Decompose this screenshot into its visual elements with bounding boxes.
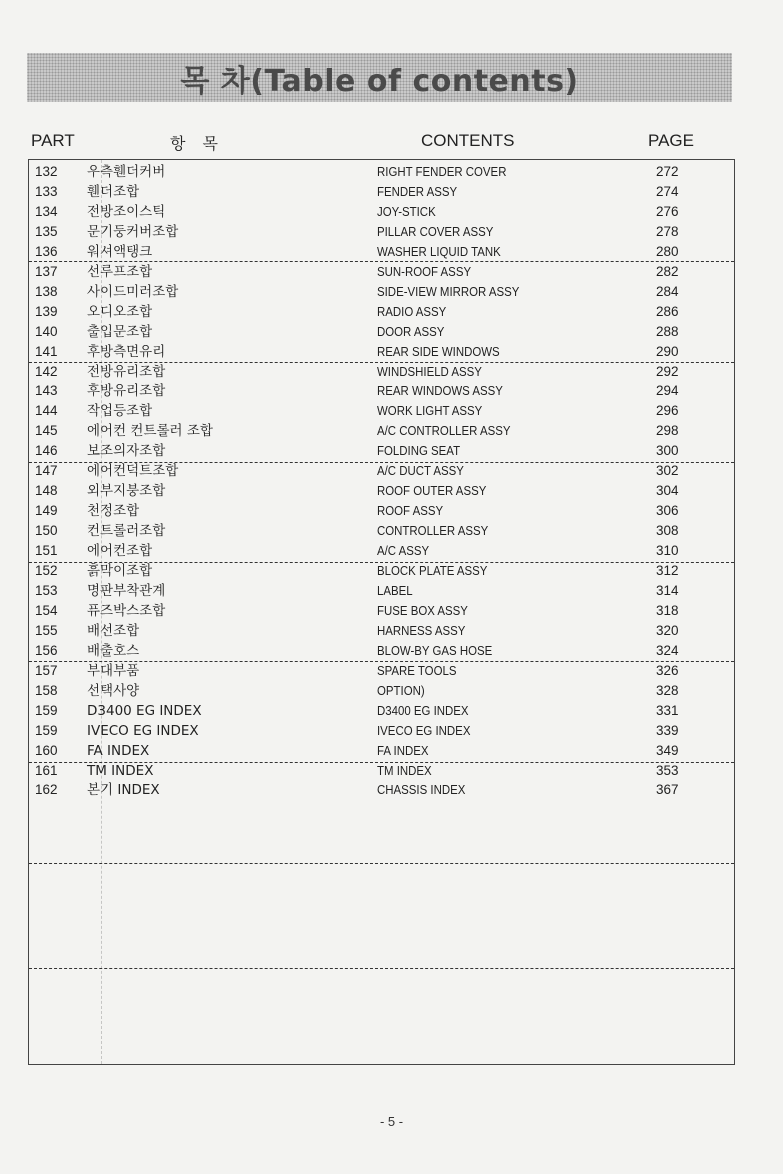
part-number: 144 — [35, 403, 58, 419]
korean-name: 사이드미러조합 — [87, 283, 179, 300]
contents-name: A/C CONTROLLER ASSY — [377, 423, 511, 439]
table-row — [29, 401, 734, 421]
korean-name: 에어컨 컨트롤러 조합 — [87, 423, 213, 440]
header-korean: 항 목 — [170, 134, 224, 153]
part-number: 134 — [35, 203, 58, 219]
part-number: 159 — [35, 722, 58, 738]
table-row — [29, 162, 734, 182]
part-number: 138 — [35, 283, 58, 299]
table-row — [29, 222, 734, 242]
part-number: 137 — [35, 263, 58, 279]
table-row — [29, 322, 734, 342]
contents-name: D3400 EG INDEX — [377, 702, 469, 718]
part-number: 158 — [35, 682, 58, 698]
table-row — [29, 761, 734, 781]
korean-name: 천정조합 — [87, 503, 140, 520]
title-banner — [27, 53, 732, 102]
korean-name: 전방조이스틱 — [87, 203, 166, 220]
table-row — [29, 661, 734, 681]
part-number: 156 — [35, 642, 58, 658]
contents-name: OPTION) — [377, 682, 425, 698]
korean-name: 배선조합 — [87, 622, 140, 639]
page-number-cell: 306 — [656, 503, 679, 519]
section-divider — [29, 968, 734, 969]
korean-name: 출입문조합 — [87, 323, 153, 340]
table-row — [29, 521, 734, 541]
korean-name: 명판부착관계 — [87, 582, 166, 599]
contents-name: FA INDEX — [377, 742, 429, 758]
part-number: 160 — [35, 742, 58, 758]
table-row — [29, 741, 734, 761]
contents-name: RADIO ASSY — [377, 303, 447, 319]
part-number: 151 — [35, 543, 58, 559]
section-divider — [29, 362, 734, 363]
page-number-cell: 294 — [656, 383, 679, 399]
table-row — [29, 342, 734, 362]
page-number-cell: 367 — [656, 782, 679, 798]
contents-name: SPARE TOOLS — [377, 662, 457, 678]
page-number-cell: 314 — [656, 582, 679, 598]
korean-name: 부대부품 — [87, 662, 140, 679]
section-divider — [29, 762, 734, 763]
contents-name: TM INDEX — [377, 762, 432, 778]
korean-name: TM INDEX — [87, 762, 154, 779]
part-number: 132 — [35, 164, 58, 179]
part-number: 143 — [35, 383, 58, 399]
part-number: 150 — [35, 523, 58, 539]
korean-name: 외부지붕조합 — [87, 483, 166, 500]
table-row — [29, 381, 734, 401]
contents-name: WORK LIGHT ASSY — [377, 403, 483, 419]
contents-name: CHASSIS INDEX — [377, 782, 466, 798]
table-row — [29, 721, 734, 741]
contents-table — [28, 159, 735, 1065]
korean-name: 작업등조합 — [87, 403, 153, 420]
table-row — [29, 541, 734, 561]
page-number-cell: 308 — [656, 523, 679, 539]
korean-name: 문기둥커버조합 — [87, 223, 179, 240]
table-row — [29, 780, 734, 800]
page-number-cell: 284 — [656, 283, 679, 299]
table-row — [29, 601, 734, 621]
page-number-cell: 298 — [656, 423, 679, 439]
table-row — [29, 501, 734, 521]
korean-name: 후방측면유리 — [87, 343, 166, 360]
part-number: 135 — [35, 223, 58, 239]
korean-name: 컨트롤러조합 — [87, 523, 166, 540]
part-number: 148 — [35, 483, 58, 499]
part-number: 140 — [35, 323, 58, 339]
section-divider — [29, 261, 734, 262]
part-number: 155 — [35, 622, 58, 638]
part-number: 139 — [35, 303, 58, 319]
contents-name: JOY-STICK — [377, 203, 436, 219]
page-number-cell: 320 — [656, 622, 679, 638]
page-number-cell: 328 — [656, 682, 679, 698]
part-number: 141 — [35, 343, 58, 359]
table-row — [29, 481, 734, 501]
part-number: 149 — [35, 503, 58, 519]
section-divider — [29, 661, 734, 662]
section-divider — [29, 462, 734, 463]
page-number-cell: 276 — [656, 203, 679, 219]
part-number: 159 — [35, 702, 58, 718]
korean-name: 본기 INDEX — [87, 782, 160, 799]
contents-name: FOLDING SEAT — [377, 443, 461, 459]
page-title: 목 차(Table of contents) — [180, 63, 579, 99]
korean-name: FA INDEX — [87, 742, 150, 759]
contents-name: IVECO EG INDEX — [377, 722, 471, 738]
part-number: 154 — [35, 602, 58, 618]
page-number-cell: 286 — [656, 303, 679, 319]
contents-name: WINDSHIELD ASSY — [377, 363, 482, 379]
contents-name: REAR WINDOWS ASSY — [377, 383, 503, 399]
contents-name: SIDE-VIEW MIRROR ASSY — [377, 283, 520, 299]
page-number-cell: 274 — [656, 183, 679, 199]
part-number: 161 — [35, 762, 58, 778]
korean-name: 전방유리조합 — [87, 363, 166, 380]
korean-name: 오디오조합 — [87, 303, 153, 320]
contents-name: RIGHT FENDER COVER — [377, 164, 507, 179]
section-divider — [29, 863, 734, 864]
contents-name: BLOCK PLATE ASSY — [377, 563, 488, 578]
part-number: 133 — [35, 183, 58, 199]
korean-name: 워셔액탱크 — [87, 243, 153, 260]
table-row — [29, 581, 734, 601]
korean-name: 퓨즈박스조합 — [87, 602, 166, 619]
page-number-cell: 349 — [656, 742, 679, 758]
table-row — [29, 302, 734, 322]
page-number-cell: 326 — [656, 662, 679, 678]
table-row — [29, 641, 734, 661]
table-row — [29, 282, 734, 302]
table-row — [29, 202, 734, 222]
contents-name: LABEL — [377, 582, 413, 598]
table-row — [29, 182, 734, 202]
table-row — [29, 262, 734, 282]
part-number: 145 — [35, 423, 58, 439]
part-number: 162 — [35, 782, 58, 798]
section-divider — [29, 562, 734, 563]
page-number: - 5 - — [379, 1114, 404, 1129]
contents-name: FENDER ASSY — [377, 183, 458, 199]
header-contents: CONTENTS — [421, 131, 515, 150]
contents-name: REAR SIDE WINDOWS — [377, 343, 500, 359]
table-row — [29, 681, 734, 701]
korean-name: IVECO EG INDEX — [87, 722, 199, 739]
part-number: 152 — [35, 563, 58, 578]
korean-name: 우측휀더커버 — [87, 164, 166, 180]
page-number-cell: 296 — [656, 403, 679, 419]
table-row — [29, 362, 734, 382]
page-number-cell: 280 — [656, 243, 679, 259]
table-row — [29, 421, 734, 441]
korean-name: 휀더조합 — [87, 183, 140, 200]
page-number-cell: 318 — [656, 602, 679, 618]
page-number-cell: 282 — [656, 263, 679, 279]
part-number: 147 — [35, 463, 58, 479]
contents-name: BLOW-BY GAS HOSE — [377, 642, 493, 658]
part-number: 146 — [35, 443, 58, 459]
contents-name: HARNESS ASSY — [377, 622, 466, 638]
page-number-cell: 288 — [656, 323, 679, 339]
contents-name: WASHER LIQUID TANK — [377, 243, 501, 259]
header-page: PAGE — [648, 131, 694, 150]
part-number: 157 — [35, 662, 58, 678]
page-number-cell: 304 — [656, 483, 679, 499]
korean-name: 선루프조합 — [87, 263, 153, 280]
korean-name: 흙막이조합 — [87, 563, 153, 579]
page-number-cell: 300 — [656, 443, 679, 459]
table-row — [29, 701, 734, 721]
page-number-cell: 339 — [656, 722, 679, 738]
table-row — [29, 242, 734, 262]
table-row — [29, 441, 734, 461]
page-number-cell: 290 — [656, 343, 679, 359]
part-number: 153 — [35, 582, 58, 598]
contents-name: SUN-ROOF ASSY — [377, 263, 472, 279]
contents-name: CONTROLLER ASSY — [377, 523, 489, 539]
header-part: PART — [31, 131, 75, 150]
contents-name: DOOR ASSY — [377, 323, 445, 339]
korean-name: D3400 EG INDEX — [87, 702, 202, 719]
table-row — [29, 461, 734, 481]
page-number-cell: 324 — [656, 642, 679, 658]
part-number: 142 — [35, 363, 58, 379]
contents-name: FUSE BOX ASSY — [377, 602, 468, 618]
contents-name: ROOF OUTER ASSY — [377, 483, 487, 499]
table-row — [29, 561, 734, 581]
page-number-cell: 302 — [656, 463, 679, 479]
page-number-cell: 278 — [656, 223, 679, 239]
page-number-cell: 312 — [656, 563, 679, 578]
korean-name: 선택사양 — [87, 682, 140, 699]
page-number-cell: 272 — [656, 164, 679, 179]
contents-name: PILLAR COVER ASSY — [377, 223, 494, 239]
korean-name: 에어컨덕트조합 — [87, 463, 179, 480]
page-number-cell: 331 — [656, 702, 679, 718]
page-number-cell: 353 — [656, 762, 679, 778]
contents-name: A/C DUCT ASSY — [377, 463, 464, 479]
contents-name: A/C ASSY — [377, 543, 430, 559]
korean-name: 보조의자조합 — [87, 443, 166, 460]
korean-name: 배출호스 — [87, 642, 140, 659]
part-number: 136 — [35, 243, 58, 259]
contents-name: ROOF ASSY — [377, 503, 444, 519]
page-number-cell: 292 — [656, 363, 679, 379]
korean-name: 에어컨조합 — [87, 543, 153, 560]
table-row — [29, 621, 734, 641]
korean-name: 후방유리조합 — [87, 383, 166, 400]
page-number-cell: 310 — [656, 543, 679, 559]
